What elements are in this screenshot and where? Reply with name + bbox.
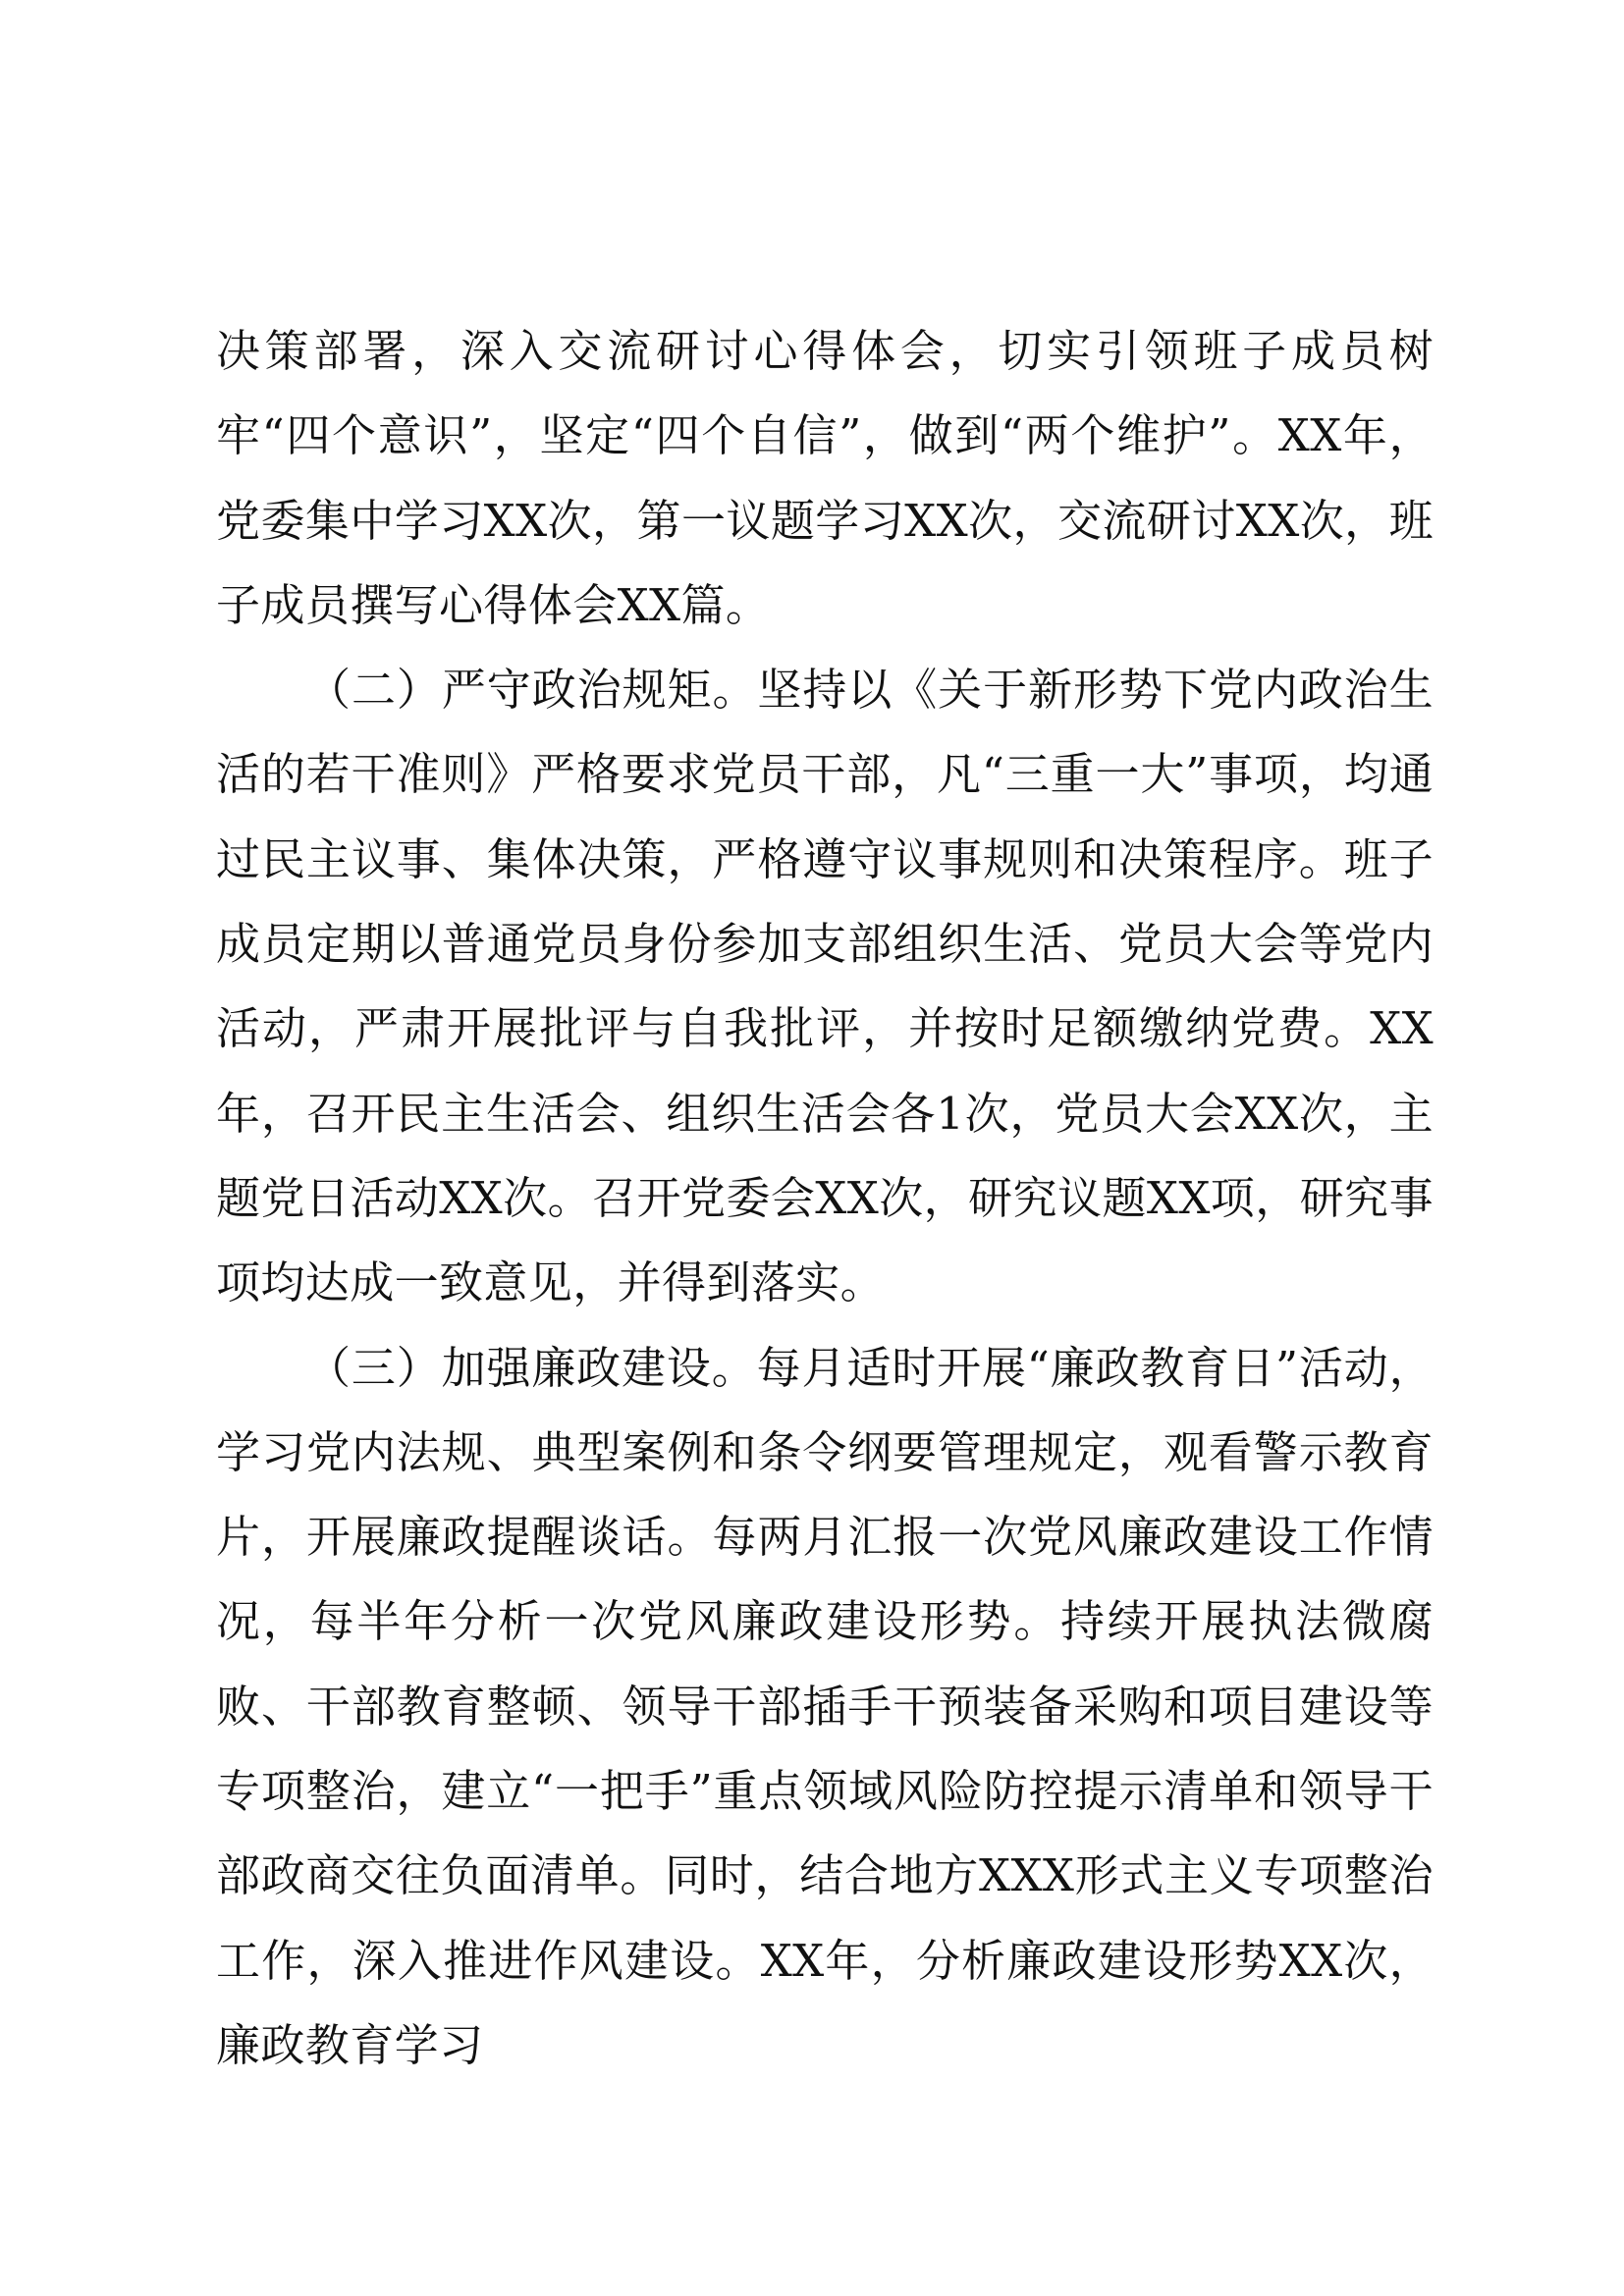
paragraph-integrity-building: （三）加强廉政建设。每月适时开展“廉政教育日”活动，学习党内法规、典型案例和条令纲要管理规定，观看警示教育片，开展廉政提醒谈话。每两月汇报一次党风廉政建设工作情况，每半年分析一次党风廉政建设形势。持续开展执法微腐败、干部教育整顿、领导干部插手干预装备采购和项目建设等专项整治，建立“一把手”重点领域风险防控提示清单和领导干部政商交往负面清单。同时，结合地方XXX形式主义专项整治工作，深入推进作风建设。XX年，分析廉政建设形势XX次，廉政教育学习	[216, 1341, 1434, 2071]
paragraph-political-rules: （二）严守政治规矩。坚持以《关于新形势下党内政治生活的若干准则》严格要求党员干部，凡“三重一大”事项，均通过民主议事、集体决策，严格遵守议事规则和决策程序。班子成员定期以普通党员身份参加支部组织生活、党员大会等党内活动，严肃开展批评与自我批评，并按时足额缴纳党费。XX年，召开民主生活会、组织生活会各1次，党员大会XX次，主题党日活动XX次。召开党委会XX次，研究议题XX项，研究事项均达成一致意见，并得到落实。	[216, 664, 1434, 1309]
document-body	[216, 309, 1434, 2088]
paragraph-continuation: 决策部署，深入交流研讨心得体会，切实引领班子成员树牢“四个意识”，坚定“四个自信”，做到“两个维护”。XX年，党委集中学习XX次，第一议题学习XX次，交流研讨XX次，班子成员撰写心得体会XX篇。	[216, 325, 1434, 631]
